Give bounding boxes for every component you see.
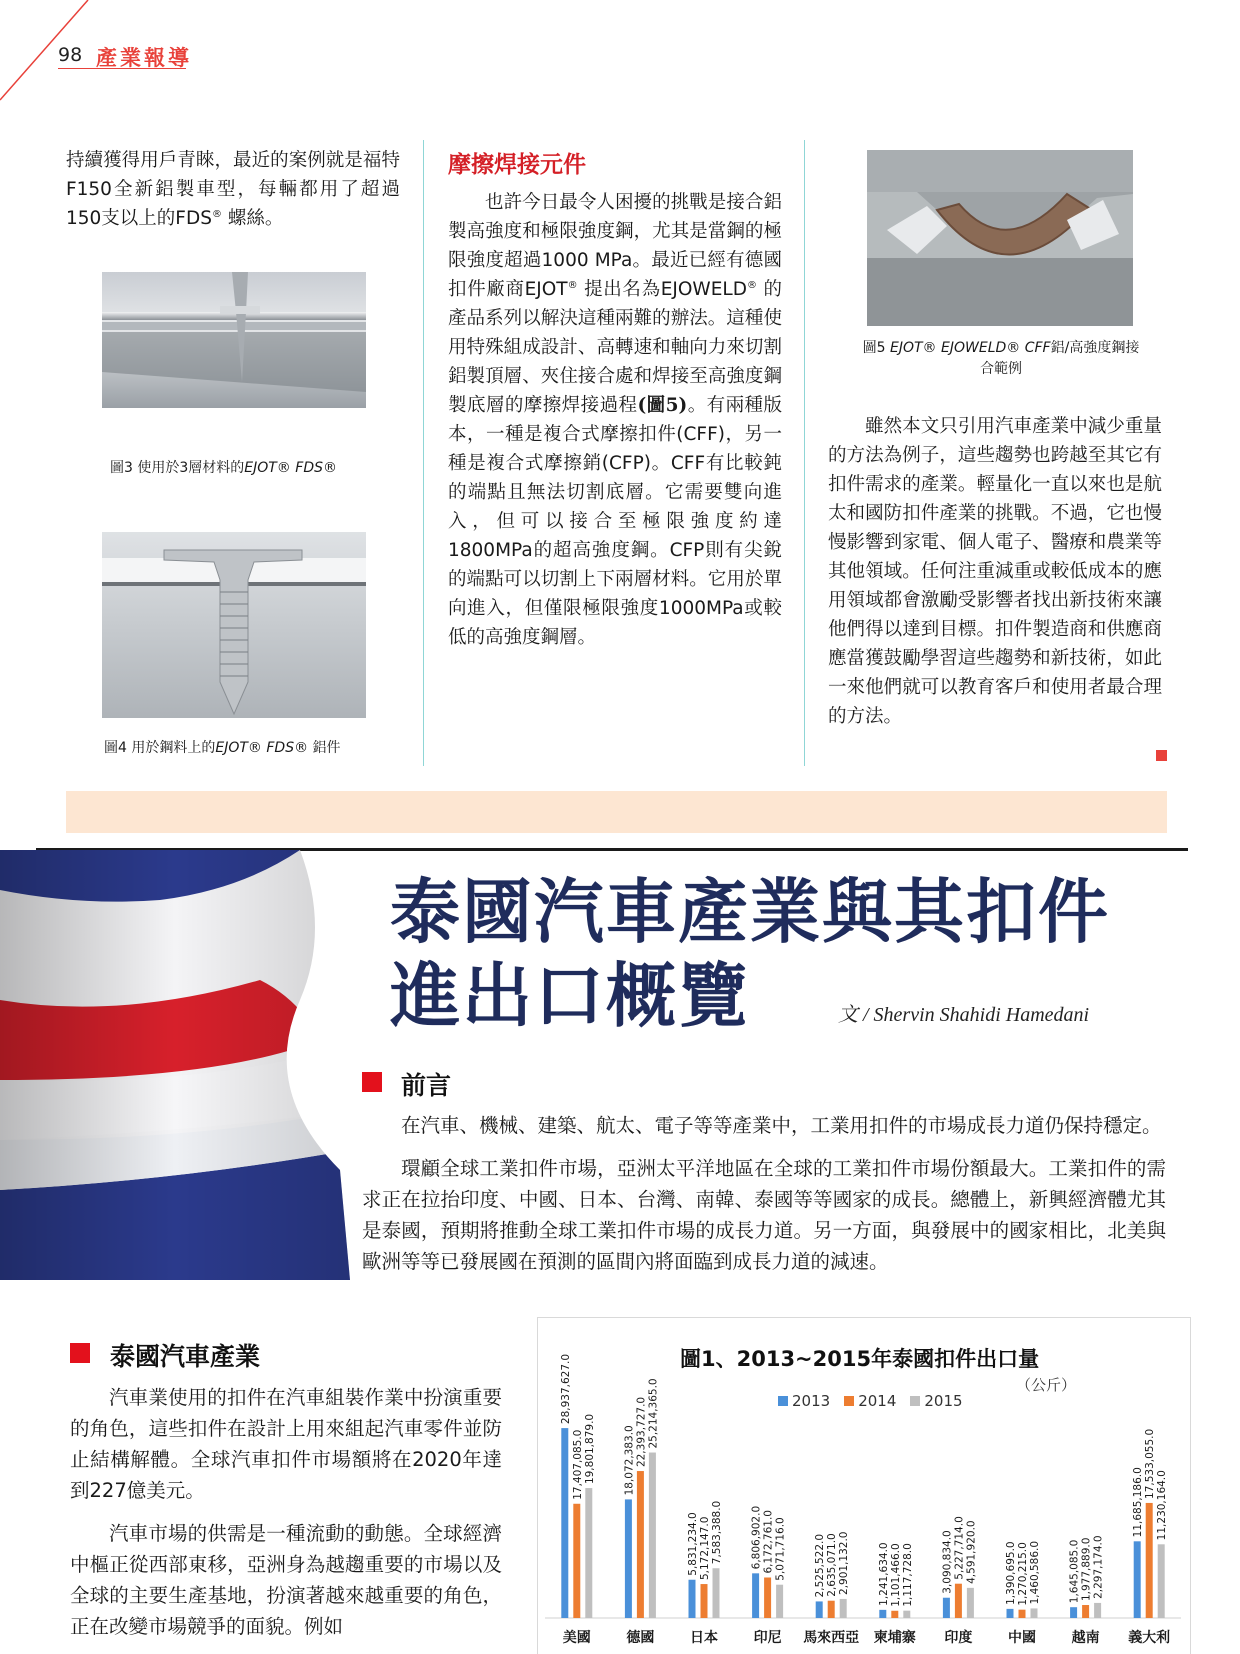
- bar-value-label: 1,241,634.0: [877, 1542, 890, 1606]
- bar-value-label: 1,645,085.0: [1068, 1539, 1081, 1604]
- bar-value-label: 28,937,627.0: [559, 1353, 572, 1425]
- bar-2013-1: [625, 1499, 632, 1618]
- end-mark: [1156, 750, 1167, 761]
- category-label: 馬來西亞: [803, 1630, 860, 1646]
- heading-bullet: [362, 1072, 382, 1092]
- section-name: 產業報導: [96, 46, 192, 70]
- col2-heading: 摩擦焊接元件: [448, 151, 586, 178]
- legend-label: 2014: [858, 1392, 897, 1410]
- bar-value-label: 1,390,695.0: [1005, 1541, 1017, 1605]
- chart-title: 圖1、2013~2015年泰國扣件出口量: [680, 1347, 1040, 1371]
- bar-2014-2: [701, 1584, 708, 1618]
- bar-2015-1: [649, 1453, 656, 1618]
- bar-2013-3: [752, 1573, 759, 1618]
- bar-value-label: 5,071,716.0: [774, 1517, 787, 1581]
- bar-2014-9: [1146, 1503, 1153, 1618]
- bar-2013-2: [689, 1580, 696, 1618]
- bar-value-label: 19,801,879.0: [583, 1413, 596, 1485]
- col1-paragraph-tail: 螺絲。: [221, 208, 284, 229]
- bar-value-label: 7,583,388.0: [711, 1500, 723, 1565]
- category-label: 日本: [690, 1630, 718, 1646]
- figure-5-caption-text: 圖5: [862, 340, 891, 356]
- category-label: 義大利: [1128, 1630, 1171, 1646]
- figure-3-caption-name: EJOT® FDS®: [244, 460, 337, 476]
- figure-5-reference: (圖5): [637, 395, 688, 416]
- bar-2013-5: [879, 1610, 886, 1618]
- bar-value-label: 25,214,365.0: [647, 1378, 660, 1449]
- corner-decoration: [0, 0, 100, 100]
- bar-value-label: 6,806,902.0: [750, 1505, 763, 1570]
- separator-bar: [66, 791, 1167, 833]
- bar-2014-1: [637, 1471, 644, 1618]
- thai-auto-text: [70, 1382, 502, 1642]
- intro-text: [362, 1110, 1166, 1277]
- figure-3-caption-text: 圖3 使用於3層材料的: [110, 460, 245, 476]
- thailand-flag-image: [0, 850, 350, 1280]
- category-label: 柬埔寨: [873, 1630, 916, 1646]
- col2-text: [448, 188, 782, 652]
- bar-2014-8: [1082, 1605, 1089, 1618]
- bar-value-label: 17,407,085.0: [571, 1429, 584, 1500]
- bar-value-label: 2,635,071.0: [826, 1533, 839, 1597]
- figure-5-caption-suffix: 鋁/高強度鋼接合範例: [980, 340, 1140, 377]
- bar-value-label: 17,533,055.0: [1144, 1428, 1157, 1499]
- article-title-line2: 進出口概覽: [390, 954, 750, 1037]
- article-title-line1: 泰國汽車產業與其扣件: [390, 870, 1110, 953]
- bar-value-label: 1,977,889.0: [1080, 1537, 1093, 1602]
- figure-4-photo: [102, 532, 366, 718]
- intro-paragraph-1: 在汽車、機械、建築、航太、電子等等產業中，工業用扣件的市場成長力道仍保持穩定。: [401, 1114, 1162, 1137]
- col2-text-b: 提出名為EJOWELD: [577, 279, 747, 300]
- bar-value-label: 2,901,132.0: [838, 1531, 851, 1595]
- bar-2014-6: [955, 1584, 962, 1618]
- figure-5-photo: [867, 150, 1133, 326]
- bar-value-label: 3,090,834.0: [941, 1530, 954, 1594]
- page-number: 98: [58, 44, 83, 66]
- reg-mark: ®: [211, 208, 222, 220]
- figure-4-caption: [104, 738, 400, 759]
- bar-2014-4: [828, 1601, 835, 1618]
- bar-value-label: 1,101,466.0: [889, 1543, 902, 1607]
- col1-text: [66, 146, 400, 233]
- col3-text: [828, 412, 1162, 731]
- bar-value-label: 5,172,147.0: [699, 1516, 711, 1581]
- bar-value-label: 1,460,586.0: [1029, 1540, 1041, 1605]
- figure-4-caption-text: 圖4 用於鋼料上的: [104, 740, 216, 756]
- category-label: 印尼: [753, 1630, 782, 1646]
- category-label: 中國: [1008, 1630, 1036, 1646]
- heading-bullet: [70, 1343, 90, 1363]
- bar-2015-8: [1094, 1603, 1101, 1618]
- bar-2015-9: [1158, 1544, 1165, 1618]
- bar-value-label: 1,117,728.0: [901, 1543, 914, 1607]
- reg-mark: ®: [746, 279, 757, 291]
- figure-5-caption-name: EJOT® EJOWELD® CFF: [890, 340, 1051, 356]
- bar-2014-7: [1019, 1610, 1026, 1618]
- bar-2013-7: [1007, 1609, 1014, 1618]
- bar-value-label: 6,172,761.0: [762, 1510, 775, 1574]
- section-heading-intro: 前言: [401, 1071, 452, 1100]
- bar-value-label: 5,227,714.0: [953, 1516, 966, 1580]
- bar-value-label: 11,230,164.0: [1156, 1470, 1169, 1541]
- thai-auto-paragraph-2: 汽車市場的供需是一種流動的動態。全球經濟中樞正從西部東移，亞洲身為越趨重要的市場以及全球的主要生產基地，扮演著越來越重要的角色，正在改變市場競爭的面貌。例如: [70, 1522, 502, 1638]
- figure-4-caption-suffix: 鋁件: [308, 740, 341, 756]
- bar-2015-5: [903, 1611, 910, 1618]
- bar-2014-3: [764, 1577, 771, 1618]
- bar-2015-0: [585, 1488, 592, 1618]
- reg-mark: ®: [567, 279, 578, 291]
- chart-unit: （公斤）: [1016, 1376, 1077, 1394]
- bar-value-label: 2,525,522.0: [814, 1533, 827, 1598]
- bar-2014-5: [891, 1611, 898, 1618]
- bar-2013-9: [1134, 1541, 1141, 1618]
- bar-value-label: 2,297,174.0: [1092, 1535, 1105, 1599]
- bar-2015-6: [967, 1588, 974, 1618]
- bar-value-label: 4,591,920.0: [965, 1520, 978, 1584]
- category-label: 德國: [626, 1630, 655, 1646]
- bar-2015-3: [776, 1585, 783, 1618]
- bar-value-label: 11,685,186.0: [1132, 1467, 1145, 1538]
- bar-2015-2: [713, 1568, 720, 1618]
- category-label: 印度: [944, 1630, 973, 1646]
- legend-label: 2013: [792, 1392, 831, 1410]
- col2-text-d: 。有兩種版本，一種是複合式摩擦扣件(CFF)，另一種是複合式摩擦銷(CFP)。CFF有比較鈍的端點且無法切割底層。它需要雙向進入，但可以接合至極限強度約達1800MPa的超高強度鋼。CFP則有尖銳的端點可以切割上下兩層材料。它用於單向進入，但僅限極限強度1000MPa或較低的高強度鋼層。: [448, 395, 782, 648]
- column-separator-1: [423, 140, 424, 766]
- col3-paragraph: 雖然本文只引用汽車產業中減少重量的方法為例子，這些趨勢也跨越至其它有扣件需求的產業。輕量化一直以來也是航太和國防扣件產業的挑戰。不過，它也慢慢影響到家電、個人電子、醫療和農業等其他領域。任何注重減重或較低成本的應用領域都會激勵受影響者找出新技術來讓他們得以達到目標。扣件製造商和供應商應當獲鼓勵學習這些趨勢和新技術，如此一來他們就可以教育客戶和使用者最合理的方法。: [828, 416, 1162, 727]
- bar-value-label: 5,831,234.0: [687, 1512, 699, 1576]
- col2-text-a: 也許今日最令人困擾的挑戰是接合鋁製高強度和極限強度鋼，尤其是當鋼的極限強度超過1000 MPa。最近已經有德國扣件廠商EJOT: [448, 192, 782, 300]
- bar-2015-4: [840, 1599, 847, 1618]
- figure-3-caption: [110, 458, 400, 479]
- intro-paragraph-2: 環顧全球工業扣件市場，亞洲太平洋地區在全球的工業扣件市場份額最大。工業扣件的需求正在拉抬印度、中國、日本、台灣、南韓、泰國等等國家的成長。總體上，新興經濟體尤其是泰國，預期將推動全球工業扣件市場的成長力道。另一方面，與發展中的國家相比，北美與歐洲等等已發展國在預測的區間內將面臨到成長力道的減速。: [362, 1157, 1166, 1273]
- section-heading-thai-auto: 泰國汽車產業: [110, 1342, 261, 1371]
- figure-3-photo: [102, 272, 366, 408]
- figure-5-caption: [856, 338, 1146, 380]
- category-label: 越南: [1071, 1630, 1100, 1646]
- figure-4-caption-name: EJOT® FDS®: [215, 740, 309, 756]
- bar-2013-0: [561, 1428, 568, 1618]
- bar-value-label: 1,270,215.0: [1017, 1542, 1029, 1606]
- bar-value-label: 18,072,383.0: [623, 1425, 636, 1496]
- header-rule: [58, 68, 186, 69]
- col2-text-c: 的產品系列以解決這種兩難的辦法。這種使用特殊組成設計、高轉速和軸向力來切割鋁製頂層、夾住接合處和焊接至高強度鋼製底層的摩擦焊接過程: [448, 279, 782, 416]
- bar-2013-4: [816, 1601, 823, 1618]
- bar-value-label: 22,393,727.0: [635, 1396, 648, 1468]
- col1-paragraph: 持續獲得用戶青睞，最近的案例就是福特F150全新鋁製車型，每輛都用了超過150支以上的FDS: [66, 150, 400, 229]
- column-separator-2: [804, 140, 805, 766]
- legend-label: 2015: [924, 1392, 963, 1410]
- bar-2014-0: [573, 1504, 580, 1618]
- bar-2015-7: [1031, 1608, 1038, 1618]
- byline: 文 / Shervin Shahidi Hamedani: [838, 1004, 1090, 1026]
- category-label: 美國: [562, 1630, 591, 1646]
- thai-auto-paragraph-1: 汽車業使用的扣件在汽車組裝作業中扮演重要的角色，這些扣件在設計上用來組起汽車零件並防止結構解體。全球汽車扣件市場額將在2020年達到227億美元。: [70, 1386, 502, 1502]
- bar-2013-8: [1070, 1607, 1077, 1618]
- bar-2013-6: [943, 1598, 950, 1618]
